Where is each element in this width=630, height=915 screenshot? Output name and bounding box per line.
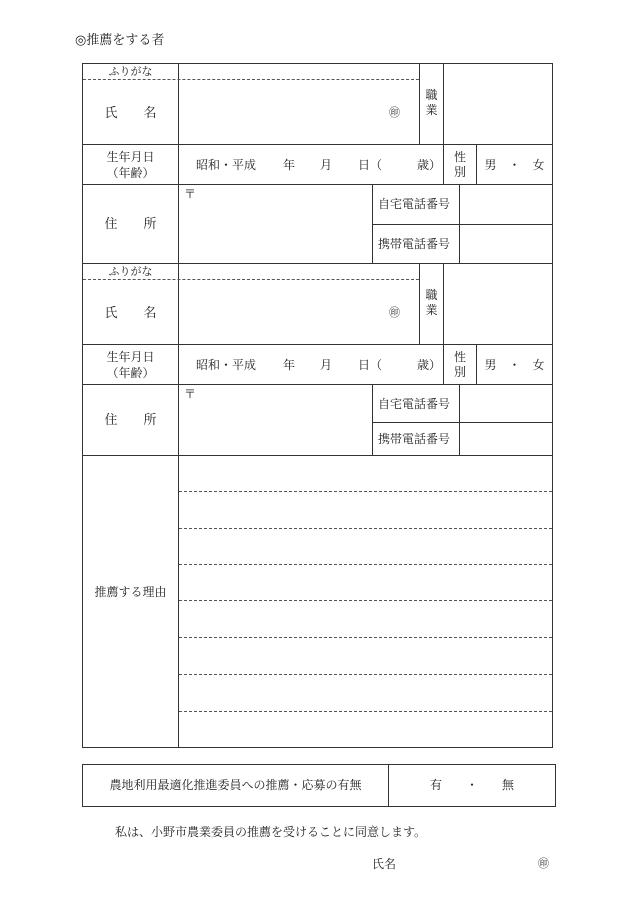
birthdate-input[interactable]	[179, 345, 443, 384]
address-label: 住 所	[104, 217, 157, 232]
birth-label: 生年月日	[106, 150, 155, 164]
seal-mark: ㊞	[389, 306, 400, 319]
name-input[interactable]	[179, 80, 419, 144]
section-heading: ◎推薦をする者	[75, 33, 165, 48]
age-label: （年齢）	[106, 366, 155, 380]
sex-label: 性別	[453, 150, 466, 179]
age-unit: 歳）	[417, 158, 442, 172]
occupation-input[interactable]	[444, 64, 552, 144]
postal-mark: 〒	[184, 387, 197, 401]
mobile-phone-label: 携帯電話番号	[378, 432, 451, 446]
postal-mark: 〒	[184, 187, 197, 201]
year-unit: 年	[283, 158, 296, 172]
month-unit: 月	[320, 158, 333, 172]
era-options: 昭和・平成	[196, 158, 257, 172]
occupation-label: 職業	[425, 88, 438, 117]
occupation-label: 職業	[425, 288, 438, 317]
furigana-label: ふりがな	[108, 265, 153, 278]
occupation-input[interactable]	[444, 264, 552, 344]
person-block-2	[0, 197, 630, 464]
sex-options[interactable]: 男 ・ 女	[484, 158, 545, 172]
sex-options[interactable]: 男 ・ 女	[484, 358, 545, 372]
seal-mark: ㊞	[389, 106, 400, 119]
reason-input[interactable]	[179, 456, 552, 747]
birthdate-input[interactable]	[179, 145, 443, 184]
name-input[interactable]	[179, 280, 419, 344]
mobile-phone-input[interactable]	[460, 423, 552, 455]
home-phone-label: 自宅電話番号	[378, 197, 451, 211]
furigana-label: ふりがな	[108, 65, 153, 78]
reason-label: 推薦する理由	[94, 585, 167, 599]
address-input[interactable]	[179, 385, 372, 455]
month-unit: 月	[320, 358, 333, 372]
mobile-phone-label: 携帯電話番号	[378, 237, 451, 251]
era-options: 昭和・平成	[196, 358, 257, 372]
birth-label: 生年月日	[106, 350, 155, 364]
sex-label: 性別	[453, 350, 466, 379]
dual-application-options[interactable]: 有 ・ 無	[429, 778, 514, 792]
age-label: （年齢）	[106, 166, 155, 180]
name-label: 氏 名	[104, 306, 157, 321]
name-label: 氏 名	[104, 106, 157, 121]
signature-label: 氏名	[372, 857, 397, 871]
address-label: 住 所	[104, 413, 157, 428]
day-unit: 日（	[358, 158, 383, 172]
furigana-input[interactable]	[179, 264, 419, 279]
year-unit: 年	[283, 358, 296, 372]
age-unit: 歳）	[417, 358, 442, 372]
home-phone-input[interactable]	[460, 385, 552, 422]
signature-seal: ㊞	[538, 857, 549, 870]
furigana-input[interactable]	[179, 64, 419, 79]
signature-input[interactable]	[400, 852, 530, 874]
home-phone-label: 自宅電話番号	[378, 397, 451, 411]
day-unit: 日（	[358, 358, 383, 372]
consent-text: 私は、小野市農業委員の推薦を受けることに同意します。	[115, 825, 427, 839]
dual-application-question: 農地利用最適化推進委員への推薦・応募の有無	[109, 778, 362, 792]
